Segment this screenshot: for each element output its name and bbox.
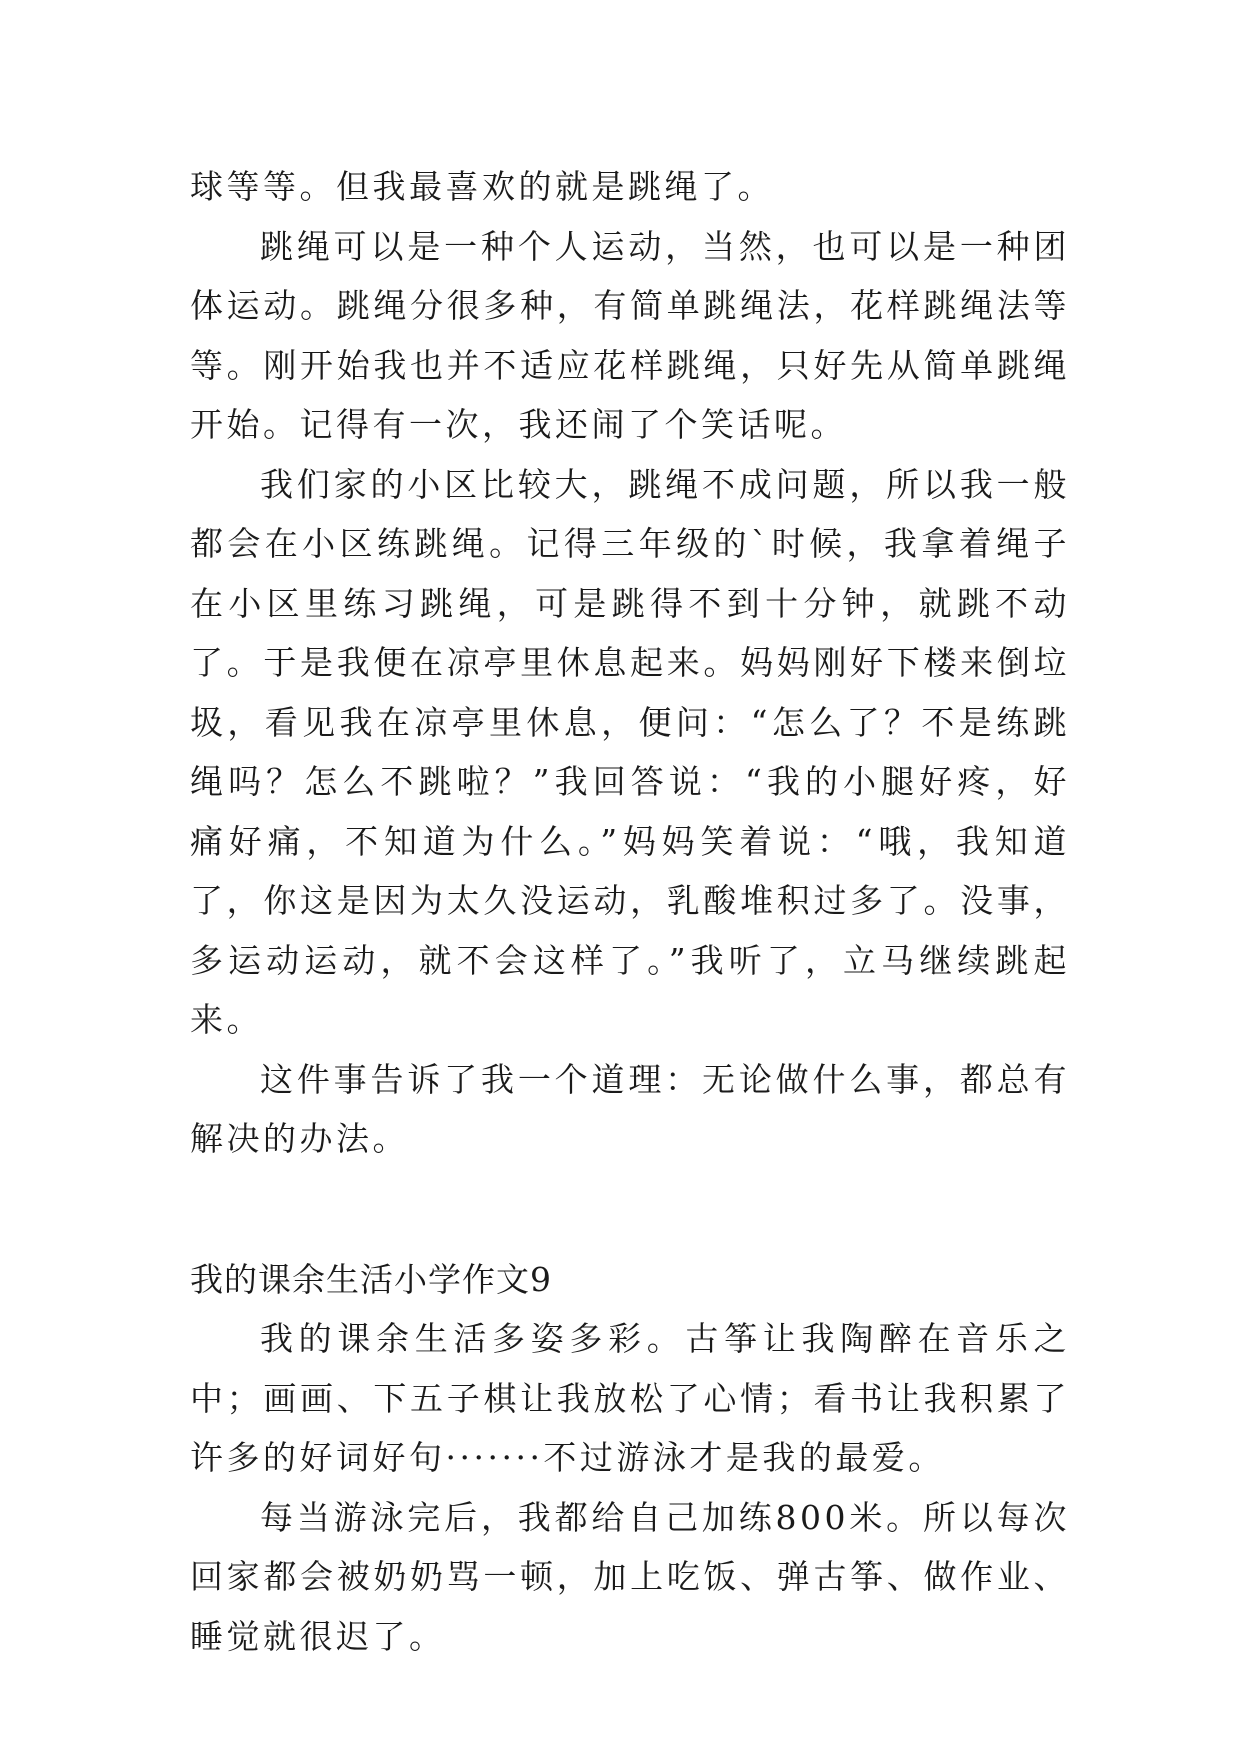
paragraph-story: 我们家的小区比较大，跳绳不成问题，所以我一般都会在小区练跳绳。记得三年级的`时候，我拿着绳子在小区里练习跳绳，可是跳得不到十分钟，就跳不动了。于是我便在凉亭里休息起来。妈妈刚好下楼来倒垃圾，看见我在凉亭里休息，便问：“怎么了？不是练跳绳吗？怎么不跳啦？”我回答说：“我的小腿好疼，好痛好痛，不知道为什么。”妈妈笑着说：“哦，我知道了，你这是因为太久没运动，乳酸堆积过多了。没事，多运动运动，就不会这样了。”我听了，立马继续跳起来。 [190, 464, 1070, 1039]
paragraph-swimming: 每当游泳完后，我都给自己加练800米。所以每次回家都会被奶奶骂一顿，加上吃饭、弹古筝、做作业、睡觉就很迟了。 [190, 1497, 1070, 1656]
paragraph-jump-rope-types: 跳绳可以是一种个人运动，当然，也可以是一种团体运动。跳绳分很多种，有简单跳绳法，花样跳绳法等等。刚开始我也并不适应花样跳绳，只好先从简单跳绳开始。记得有一次，我还闹了个笑话呢。 [190, 226, 1070, 444]
paragraph-hobbies: 我的课余生活多姿多彩。古筝让我陶醉在音乐之中；画画、下五子棋让我放松了心情；看书让我积累了许多的好词好句·······不过游泳才是我的最爱。 [190, 1319, 1070, 1477]
paragraph-lesson: 这件事告诉了我一个道理：无论做什么事，都总有解决的办法。 [190, 1059, 1070, 1158]
essay-title: 我的课余生活小学作文9 [190, 1259, 552, 1299]
document-body [190, 157, 1070, 1666]
paragraph-continued: 球等等。但我最喜欢的就是跳绳了。 [190, 167, 774, 206]
